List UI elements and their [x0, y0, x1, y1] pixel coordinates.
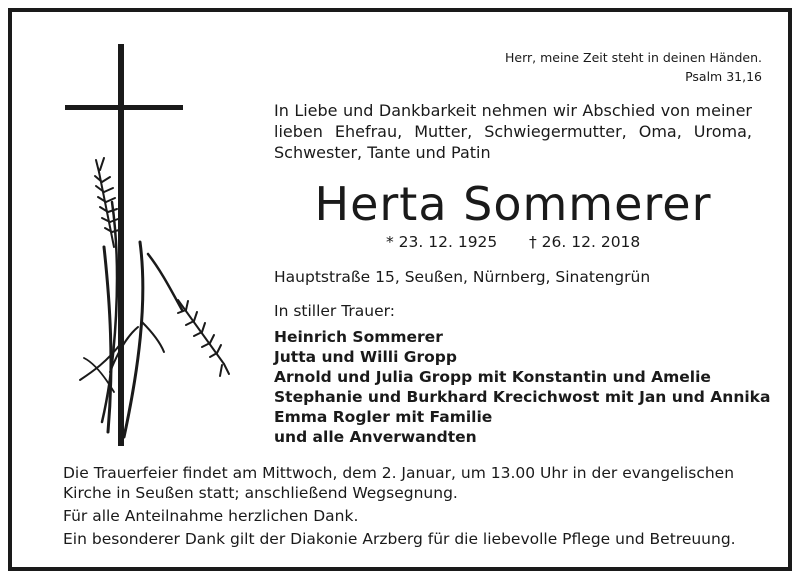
bible-verse: [505, 48, 762, 86]
thanks-text: Für alle Anteilnahme herzlichen Dank.: [63, 507, 359, 525]
mourner-name: Jutta und Willi Gropp: [274, 348, 457, 366]
obituary-frame: [8, 8, 792, 571]
funeral-notice: [63, 463, 753, 552]
mourner-name: Stephanie und Burkhard Krecichwost mit Jan und Annika: [274, 388, 771, 406]
verse-text: Herr, meine Zeit steht in deinen Händen.: [504, 50, 762, 65]
funeral-details: Die Trauerfeier findet am Mittwoch, dem 2. Januar, um 13.00 Uhr in der evangelischen Kirche in Seußen statt; anschließend Wegsegnung.: [63, 464, 735, 502]
farewell-intro: In Liebe und Dankbarkeit nehmen wir Abschied von meiner lieben Ehefrau, Mutter, Schwiegermutter, Oma, Uroma, Schwester, Tante und Patin: [274, 101, 752, 162]
wheat-icon: [80, 158, 229, 437]
special-thanks-text: Ein besonderer Dank gilt der Diakonie Arzberg für die liebevolle Pflege und Betreuung.: [63, 530, 736, 548]
verse-source: Psalm 31,16: [685, 69, 762, 84]
mourner-name: Emma Rogler mit Familie: [274, 408, 493, 426]
deceased-name: Herta Sommerer: [314, 177, 712, 231]
mourner-name: Arnold und Julia Gropp mit Konstantin und Amelie: [274, 368, 711, 386]
mourner-name: und alle Anverwandten: [274, 428, 477, 446]
cross-wheat-illustration: [52, 42, 252, 452]
address: Hauptstraße 15, Seußen, Nürnberg, Sinatengrün: [274, 268, 651, 286]
cross-icon: [65, 44, 183, 446]
mourner-name: Heinrich Sommerer: [274, 328, 443, 346]
death-date: † 26. 12. 2018: [529, 233, 641, 251]
mourners-list: [274, 327, 770, 447]
birth-date: * 23. 12. 1925: [386, 233, 498, 251]
mourning-heading: In stiller Trauer:: [274, 302, 395, 320]
